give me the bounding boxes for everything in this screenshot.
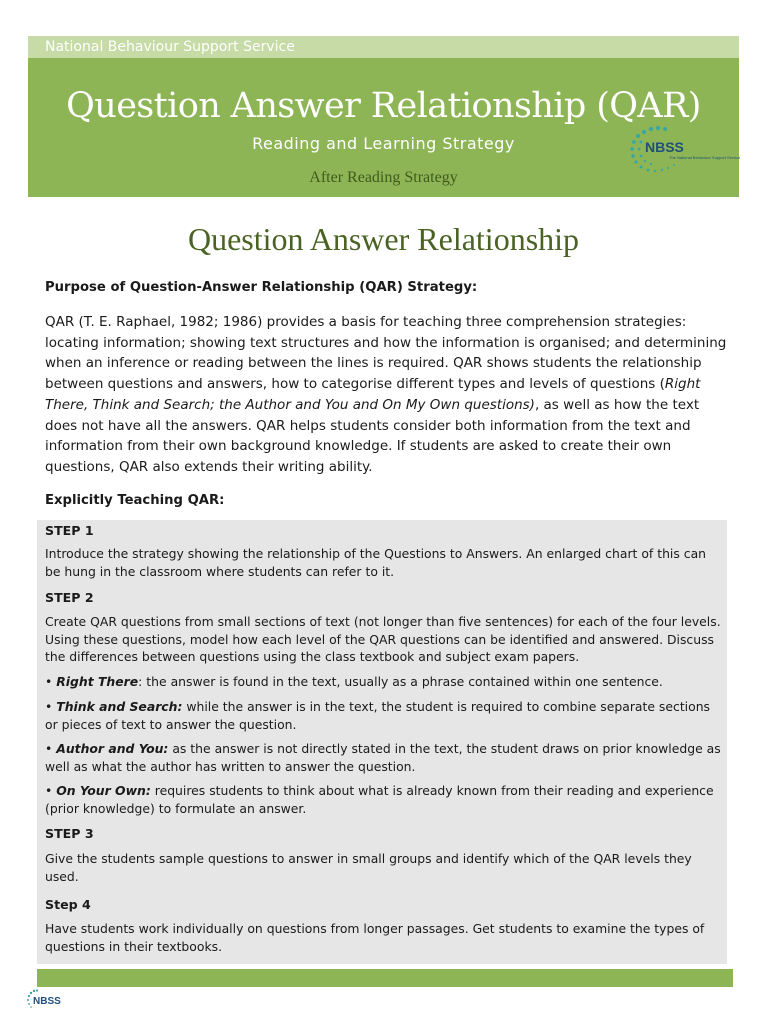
footer-logo-text: NBSS <box>33 996 61 1007</box>
level-text: the answer is found in the text, usually as a phrase contained within one sentence. <box>142 674 663 689</box>
org-bar <box>28 36 739 58</box>
step2-title: STEP 2 <box>45 590 94 605</box>
level-author-and-you: • Author and You: as the answer is not directly stated in the text, the student draws on prior knowledge as well as what the author has written to answer the question. <box>45 741 721 774</box>
step3-text: Give the students sample questions to answer in small groups and identify which of the QAR levels they used. <box>45 851 692 884</box>
logo-tagline: The National Behaviour Support Service <box>669 155 741 160</box>
step2-text: Create QAR questions from small sections of text (not longer than five sentences) for each of the four levels. Using these questions, model how each level of the QAR questions can be identified and answered. Discuss the differences between questions using the class textbook and subject exam papers. <box>45 614 721 664</box>
step1-title: STEP 1 <box>45 523 94 538</box>
step4-title: Step 4 <box>45 897 91 912</box>
purpose-paragraph <box>45 312 731 478</box>
strategy-type: After Reading Strategy <box>309 169 458 186</box>
level-text: while the answer is in the text, the student is required to combine separate sections or pieces of text to answer the question. <box>45 699 711 732</box>
level-right-there: • Right There: the answer is found in the text, usually as a phrase contained within one sentence. <box>45 674 663 689</box>
nbss-logo <box>624 122 741 180</box>
level-sep: : <box>138 674 143 689</box>
purpose-text-2: , as well as how the text does not have all the answers. QAR helps students consider both information from the text and information from their own background knowledge. If students are asked to create their own questions, QAR also extends their writing ability. <box>45 396 700 475</box>
step4-text: Have students work individually on questions from longer passages. Get students to examine the types of questions in their textbooks. <box>45 921 705 954</box>
level-on-your-own: • On Your Own: requires students to think about what is already known from their reading and experience (prior knowledge) to formulate an answer. <box>45 783 714 816</box>
steps-panel <box>37 520 727 964</box>
level-think-and-search: • Think and Search: while the answer is in the text, the student is required to combine separate sections or pieces of text to answer the question. <box>45 699 711 732</box>
level-label: Right There <box>56 674 139 689</box>
step1-text: Introduce the strategy showing the relationship of the Questions to Answers. An enlarged chart of this can be hung in the classroom where students can refer to it. <box>45 546 707 579</box>
document-subtitle: Reading and Learning Strategy <box>252 134 515 153</box>
level-text: as the answer is not directly stated in the text, the student draws on prior knowledge as well as what the author has written to answer the question. <box>45 741 721 774</box>
footer-bar <box>37 969 733 987</box>
title-banner <box>28 58 739 197</box>
level-label: Author and You: <box>56 741 169 756</box>
purpose-text-italic: Right There, Think and Search; the Author and You and On My Own questions) <box>45 376 701 413</box>
level-label: On Your Own: <box>56 783 151 798</box>
document-title: Question Answer Relationship (QAR) <box>66 86 701 126</box>
purpose-heading: Purpose of Question-Answer Relationship (QAR) Strategy: <box>45 280 478 295</box>
org-name: National Behaviour Support Service <box>45 39 295 55</box>
section-heading: Question Answer Relationship <box>187 221 580 257</box>
level-text: requires students to think about what is already known from their reading and experience (prior knowledge) to formulate an answer. <box>45 783 714 816</box>
footer-nbss-logo <box>25 988 75 1010</box>
step3-title: STEP 3 <box>45 826 94 841</box>
explicit-heading: Explicitly Teaching QAR: <box>45 493 225 508</box>
logo-text: NBSS <box>645 139 684 155</box>
purpose-text-1: QAR (T. E. Raphael, 1982; 1986) provides a basis for teaching three comprehension strategies: locating information; showing text structures and how the information is organised; and determining when an inference or reading between the lines is required. QAR shows students the relationship between questions and answers, how to categorise different types and levels of questions ( <box>45 314 727 393</box>
level-label: Think and Search: <box>56 699 183 714</box>
